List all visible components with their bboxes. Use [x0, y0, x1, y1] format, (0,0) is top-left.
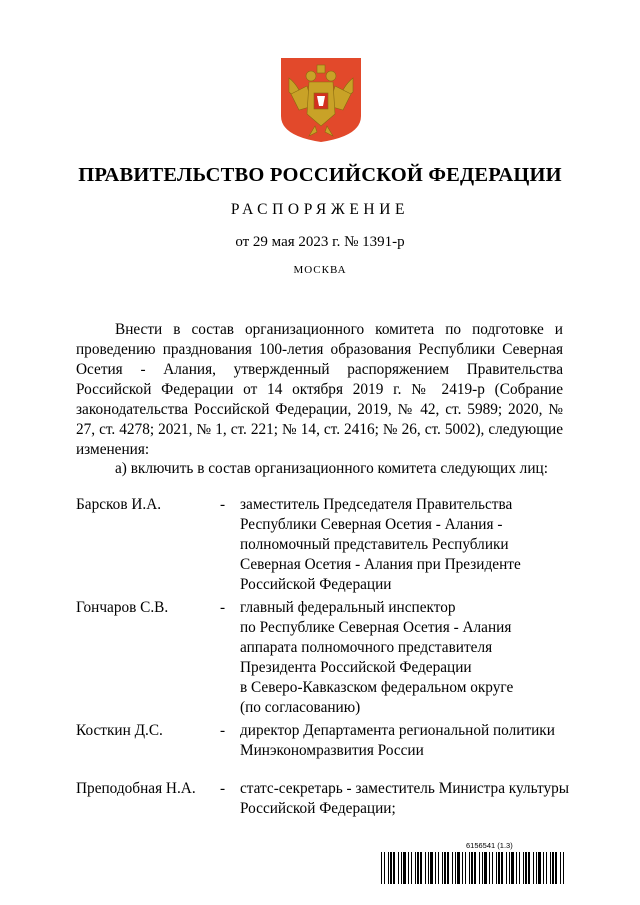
member-name: Гончаров С.В.: [76, 599, 169, 616]
barcode-label: 6156541 (1.3): [466, 841, 513, 850]
role-line: по Республике Северная Осетия - Алания: [240, 619, 512, 636]
member-name: Преподобная Н.А.: [76, 780, 196, 797]
role-line: аппарата полномочного представителя: [240, 639, 493, 656]
document-date-number: от 29 мая 2023 г. № 1391-р: [235, 234, 405, 250]
member-role: [240, 779, 570, 819]
member-role: [240, 495, 570, 595]
role-line: директор Департамента региональной политики: [240, 722, 555, 739]
member-dash: -: [220, 780, 226, 797]
member-name: Косткин Д.С.: [76, 722, 163, 739]
role-line: Российской Федерации: [240, 576, 392, 593]
member-role: [240, 598, 570, 718]
role-line: в Северо-Кавказском федеральном округе: [240, 679, 514, 696]
document-type: РАСПОРЯЖЕНИЕ: [230, 201, 410, 218]
main-paragraph: Внести в состав организационного комитета по подготовке и проведению празднования 100-летия образования Республики Северная Осетия - Алания, утвержденный распоряжением Правительства Российской Федерации от 14 октября 2019 г. № 2419-р (Собрание законодательства Российской Федерации, 2019, № 42, ст. 5989; 2020, № 27, ст. 4278; 2021, № 1, ст. 221; № 14, ст. 2416; № 26, ст. 5002), следующие изменения:: [76, 321, 563, 458]
member-role: [240, 721, 570, 761]
role-line: Северная Осетия - Алания при Президенте: [240, 556, 521, 573]
member-dash: -: [220, 722, 226, 739]
role-line: Минэкономразвития России: [240, 742, 424, 759]
russian-coat-of-arms-icon: [279, 56, 363, 144]
member-dash: -: [220, 599, 226, 616]
member-dash: -: [220, 496, 226, 513]
city-name: МОСКВА: [293, 264, 347, 276]
role-line: главный федеральный инспектор: [240, 599, 456, 616]
role-line: статс-секретарь - заместитель Министра культуры: [240, 780, 570, 797]
role-line: (по согласованию): [240, 699, 361, 716]
barcode-icon: [381, 852, 567, 884]
role-line: заместитель Председателя Правительства: [240, 496, 513, 513]
government-title: ПРАВИТЕЛЬСТВО РОССИЙСКОЙ ФЕДЕРАЦИИ: [78, 164, 562, 186]
role-line: Российской Федерации;: [240, 800, 396, 817]
role-line: полномочный представитель Республики: [240, 536, 509, 553]
item-a: а) включить в состав организационного комитета следующих лиц:: [115, 460, 548, 477]
member-name: Барсков И.А.: [76, 496, 162, 513]
role-line: Республики Северная Осетия - Алания -: [240, 516, 503, 533]
role-line: Президента Российской Федерации: [240, 659, 472, 676]
